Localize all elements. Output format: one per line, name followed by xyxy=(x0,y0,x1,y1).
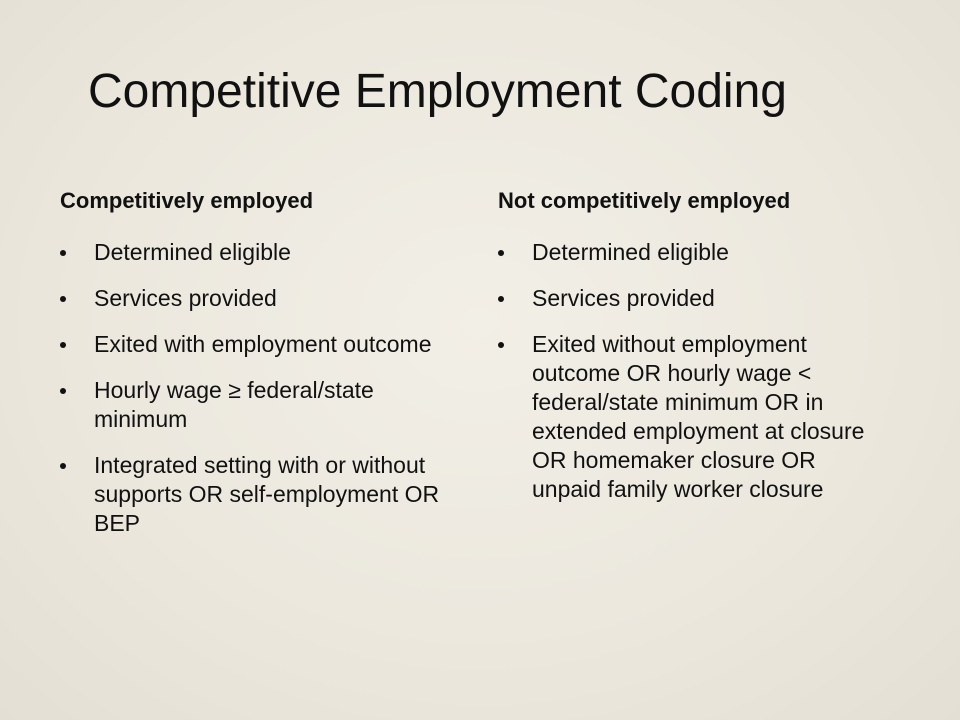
bullet-icon xyxy=(498,296,504,302)
bullet-text: Services provided xyxy=(94,285,277,311)
bullet-item xyxy=(60,238,454,267)
bullet-item xyxy=(498,284,872,313)
bullet-item xyxy=(60,451,454,538)
not-competitive-column xyxy=(498,186,908,521)
bullet-text: Determined eligible xyxy=(94,239,291,265)
bullet-item xyxy=(498,238,872,267)
competitive-column xyxy=(60,186,470,555)
bullet-icon xyxy=(498,250,504,256)
bullet-text: Hourly wage ≥ federal/state minimum xyxy=(94,377,374,432)
bullet-item xyxy=(60,376,454,434)
bullet-icon xyxy=(60,342,66,348)
bullet-icon xyxy=(60,388,66,394)
bullet-text: Exited with employment outcome xyxy=(94,331,432,357)
bullet-text: Exited without employment outcome OR hourly wage < federal/state minimum OR in extended employment at closure OR homemaker closure OR unpaid family worker closure xyxy=(532,331,865,502)
not-competitive-bullet-list xyxy=(498,238,908,504)
bullet-text: Determined eligible xyxy=(532,239,729,265)
slide-title: Competitive Employment Coding xyxy=(88,65,787,118)
bullet-text: Services provided xyxy=(532,285,715,311)
competitive-heading: Competitively employed xyxy=(60,188,314,213)
bullet-icon xyxy=(60,250,66,256)
bullet-item xyxy=(60,284,454,313)
bullet-icon xyxy=(498,342,504,348)
bullet-item xyxy=(498,330,872,504)
not-competitive-heading: Not competitively employed xyxy=(498,188,791,213)
competitive-bullet-list xyxy=(60,238,470,538)
bullet-text: Integrated setting with or without supports OR self-employment OR BEP xyxy=(94,452,440,536)
bullet-icon xyxy=(60,296,66,302)
bullet-item xyxy=(60,330,454,359)
bullet-icon xyxy=(60,463,66,469)
